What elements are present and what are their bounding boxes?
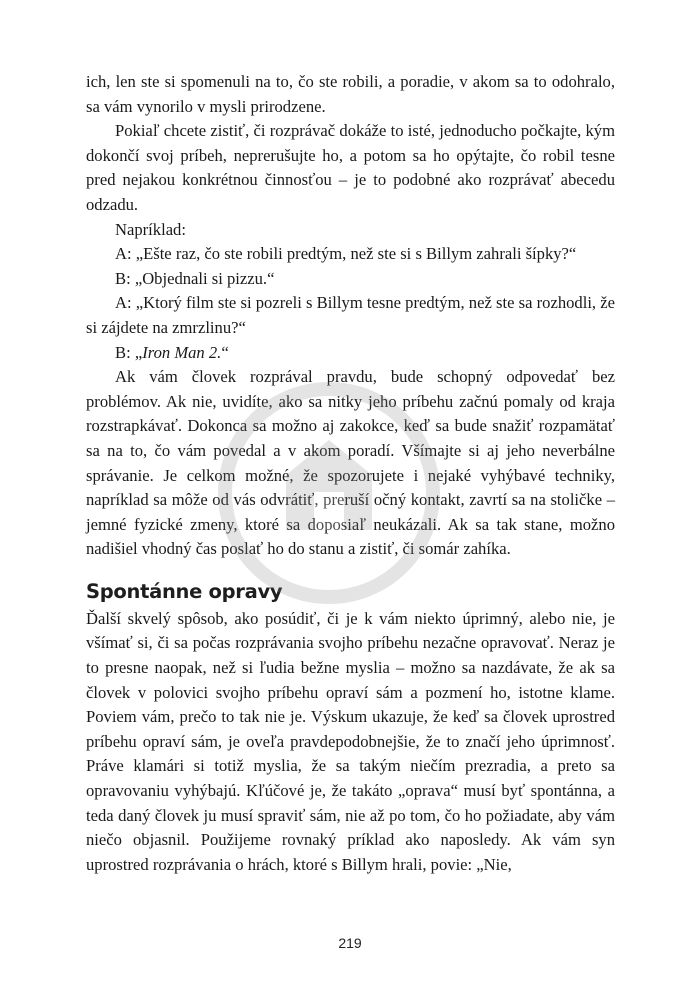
paragraph-continuation: ich, len ste si spomenuli na to, čo ste robili, a poradie, v akom sa to odohralo, sa vám vynorilo v mysli prirodzene. (86, 72, 615, 116)
paragraph-spontaneous-corrections: Ďalší skvelý spôsob, ako posúdiť, či je k vám niekto úprimný, alebo nie, je všímať si, či sa počas rozprávania svojho príbehu nezačne opravovať. Neraz je to presne naopak, než si ľudia bežne myslia – možno sa nazdávate, že ak sa človek v polovici svojho príbehu opraví sám a pozmení ho, istotne klame. Poviem vám, prečo to tak nie je. Výskum ukazuje, že keď sa človek uprostred príbehu opraví sám, je oveľa pravdepodobnejšie, že to značí jeho úprimnosť. Práve klamári si totiž myslia, že sa takým niečím prezradia, a preto sa opravovaniu vyhýbajú. Kľúčové je, že takáto „oprava“ musí byť spontánna, a teda daný človek ju musí spraviť sám, nie až po tom, čo ho požiadate, aby vám niečo objasnil. Použijeme rovnaký príklad ako naposledy. Ak vám syn uprostred rozprávania o hrách, ktoré s Billym hrali, povie: „Nie, (86, 608, 615, 874)
dialog-line-b2 (86, 341, 615, 366)
example-label: Napríklad: (115, 219, 186, 239)
dialog-b2-suffix: “ (221, 342, 229, 362)
dialog-line-a2: A: „Ktorý film ste si pozreli s Billym tesne predtým, než ste sa rozhodli, že si zájdete na zmrzlinu?“ (86, 293, 615, 337)
paragraph-truth-test: Ak vám človek rozprával pravdu, bude schopný odpovedať bez problémov. Ak nie, uvidíte, ako sa nitky jeho príbehu začnú pomaly od kraja rozstrapkávať. Dokonca sa možno aj zakokce, keď sa bude snažiť rozpamätať sa na to, čo vám povedal a v akom poradí. Všímajte si aj jeho neverbálne správanie. Je celkom možné, že spozorujete i nejaké vyhýbavé techniky, napríklad sa môže od vás odvrátiť, preruší očný kontakt, zavrtí sa na stoličke – jemné fyzické zmeny, ktoré sa doposiaľ neukázali. Ak sa tak stane, možno nadišiel vhodný čas poslať ho do stanu a zistiť, či somár zahíka. (86, 367, 615, 559)
body-text (86, 70, 615, 877)
paragraph-question-technique: Pokiaľ chcete zistiť, či rozprávač dokáže to isté, jednoducho počkajte, kým dokončí svoj príbeh, neprerušujte ho, a potom sa ho opýtajte, čo robil tesne pred nejakou konkrétnou činnosťou – je to podobné ako rozprávať abecedu odzadu. (86, 121, 615, 214)
dialog-b2-prefix: B: „ (115, 342, 143, 362)
movie-title: Iron Man 2. (142, 342, 222, 362)
dialog-line-b1: B: „Objednali si pizzu.“ (115, 268, 275, 288)
page-number: 219 (338, 935, 362, 951)
section-heading: Spontánne opravy (86, 579, 283, 603)
dialog-line-a1: A: „Ešte raz, čo ste robili predtým, než ste si s Billym zahrali šípky?“ (115, 244, 577, 264)
